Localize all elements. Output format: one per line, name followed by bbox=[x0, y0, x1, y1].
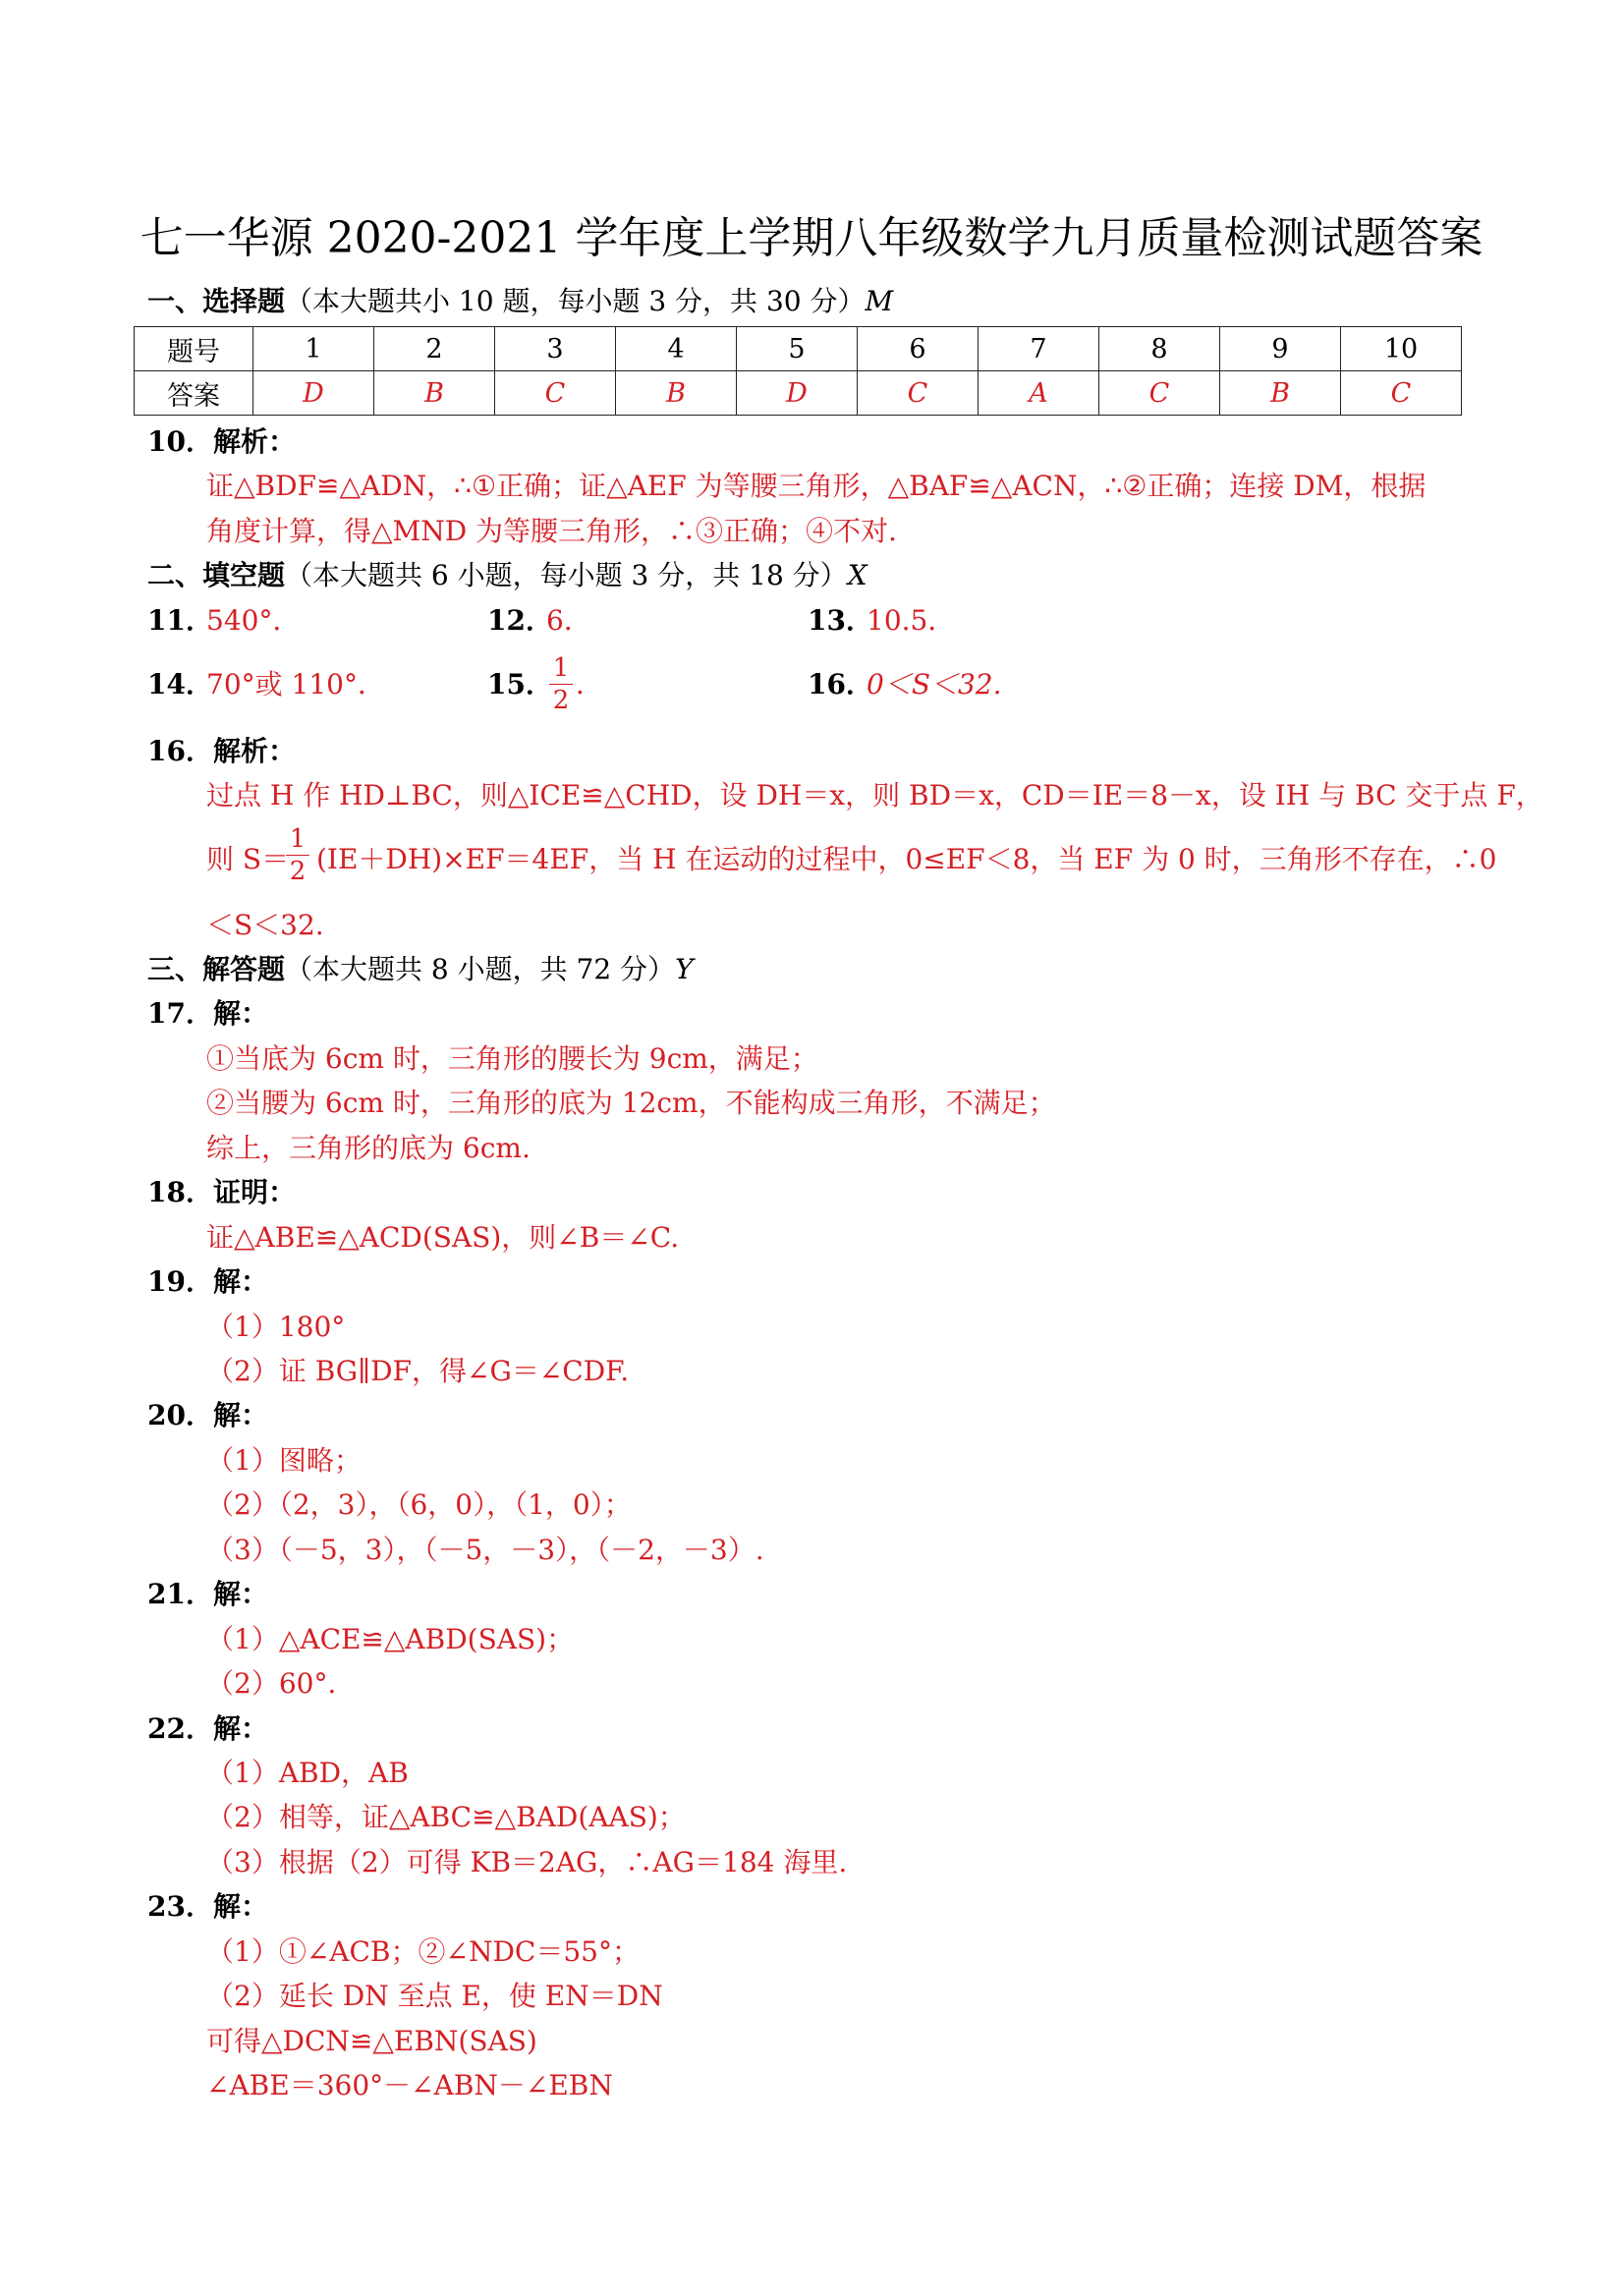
answer-text: 0＜S＜32. bbox=[867, 668, 1002, 700]
answer-cell: B bbox=[616, 371, 737, 416]
section-heading-label: 三、解答题 bbox=[147, 953, 286, 985]
question-number: 15． bbox=[487, 668, 553, 700]
table-header-cell: 题号 bbox=[135, 327, 253, 371]
fraction bbox=[548, 652, 574, 716]
answer-line: （1）①∠ACB；②∠NDC＝55°； bbox=[206, 1935, 640, 1968]
section-heading-solve bbox=[147, 950, 694, 989]
question-number: 18．证明： bbox=[147, 1176, 296, 1208]
answer-line: 则 S＝ bbox=[206, 843, 290, 875]
answer-cell: C bbox=[1099, 371, 1220, 416]
question-number: 14． bbox=[147, 668, 213, 700]
fraction-numerator: 1 bbox=[289, 824, 307, 854]
answer-line: （1）△ACE≌△ABD(SAS)； bbox=[206, 1623, 575, 1655]
question-number: 19．解： bbox=[147, 1265, 268, 1298]
answer-line: ①当底为 6cm 时，三角形的腰长为 9cm，满足； bbox=[206, 1042, 818, 1075]
answer-text: ． bbox=[576, 668, 604, 700]
answer-text: 6． bbox=[546, 604, 591, 637]
question-number-cell: 7 bbox=[979, 327, 1099, 371]
answer-line: （2）证 BG∥DF，得∠G＝∠CDF. bbox=[206, 1355, 630, 1387]
question-number-cell: 4 bbox=[616, 327, 737, 371]
question-number: 17．解： bbox=[147, 997, 268, 1030]
question-number-cell: 2 bbox=[374, 327, 495, 371]
answer-cell: C bbox=[495, 371, 616, 416]
question-number: 22．解： bbox=[147, 1712, 268, 1745]
answer-text: 70°或 110°． bbox=[206, 668, 385, 700]
question-number: 21．解： bbox=[147, 1578, 268, 1610]
question-number-cell: 3 bbox=[495, 327, 616, 371]
section-mark: X bbox=[847, 559, 867, 591]
answer-line: 角度计算，得△MND 为等腰三角形，∴③正确；④不对. bbox=[206, 515, 897, 547]
question-number: 12． bbox=[487, 604, 553, 637]
table-row bbox=[135, 371, 1462, 416]
question-number-cell: 10 bbox=[1341, 327, 1462, 371]
answer-line: （2）60°． bbox=[206, 1667, 356, 1700]
question-number-cell: 1 bbox=[253, 327, 374, 371]
answer-line: 过点 H 作 HD⊥BC，则△ICE≌△CHD，设 DH＝x，则 BD＝x，CD＝IE＝8－x，设 IH 与 BC 交于点 F， bbox=[206, 779, 1543, 812]
answer-line: （2）相等，证△ABC≌△BAD(AAS)； bbox=[206, 1801, 686, 1833]
question-number-cell: 6 bbox=[858, 327, 979, 371]
answer-text: 540°． bbox=[206, 604, 301, 637]
fraction-numerator: 1 bbox=[552, 653, 570, 683]
section-heading-note: （本大题共 6 小题，每小题 3 分，共 18 分） bbox=[285, 559, 848, 591]
answer-line: 证△ABE≌△ACD(SAS)，则∠B＝∠C. bbox=[206, 1221, 680, 1254]
question-number: 16．解析： bbox=[147, 735, 296, 767]
answer-line: ∠ABE＝360°－∠ABN－∠EBN bbox=[206, 2069, 613, 2101]
answer-line: （3）根据（2）可得 KB＝2AG，∴AG＝184 海里. bbox=[206, 1846, 848, 1878]
question-number: 20．解： bbox=[147, 1399, 268, 1431]
section-heading-note: （本大题共小 10 题，每小题 3 分，共 30 分） bbox=[285, 285, 866, 317]
section-heading-label: 二、填空题 bbox=[147, 559, 286, 591]
fraction-denominator: 2 bbox=[552, 686, 570, 715]
answer-line: （2）延长 DN 至点 E，使 EN＝DN bbox=[206, 1980, 663, 2012]
page-title: 七一华源 2020-2021 学年度上学期八年级数学九月质量检测试题答案 bbox=[140, 213, 1483, 263]
question-number: 13． bbox=[808, 604, 873, 637]
table-row bbox=[135, 327, 1462, 371]
question-number: 23．解： bbox=[147, 1890, 268, 1923]
section-heading-choice bbox=[147, 282, 893, 321]
answer-line: 综上，三角形的底为 6cm. bbox=[206, 1132, 531, 1164]
table-header-cell: 答案 bbox=[135, 371, 253, 416]
answer-line: （1）图略； bbox=[206, 1444, 362, 1477]
answer-line: （1）180° bbox=[206, 1311, 346, 1343]
question-number-cell: 5 bbox=[737, 327, 858, 371]
question-number: 10．解析： bbox=[147, 425, 296, 458]
section-heading-label: 一、选择题 bbox=[147, 285, 286, 317]
fraction bbox=[285, 823, 310, 887]
answer-cell: C bbox=[858, 371, 979, 416]
answer-cell: D bbox=[253, 371, 374, 416]
section-mark: Y bbox=[675, 953, 694, 985]
answer-line: （1）ABD，AB bbox=[206, 1757, 409, 1789]
question-number: 11． bbox=[147, 604, 213, 637]
answer-text: 10.5． bbox=[867, 604, 956, 637]
answer-cell: C bbox=[1341, 371, 1462, 416]
answer-cell: B bbox=[374, 371, 495, 416]
question-number-cell: 9 bbox=[1220, 327, 1341, 371]
answer-cell: A bbox=[979, 371, 1099, 416]
section-mark: M bbox=[865, 285, 894, 317]
answer-line: ＜S＜32. bbox=[206, 909, 324, 941]
question-number-cell: 8 bbox=[1099, 327, 1220, 371]
question-number: 16． bbox=[808, 668, 873, 700]
answer-line: (IE＋DH)×EF＝4EF，当 H 在运动的过程中，0≤EF＜8，当 EF 为 0 时，三角形不存在，∴0 bbox=[316, 843, 1497, 875]
answer-line: （3）（－5，3），（－5，－3），（－2，－3）. bbox=[206, 1534, 764, 1566]
answer-line: 可得△DCN≌△EBN(SAS) bbox=[206, 2025, 537, 2057]
section-heading-note: （本大题共 8 小题，共 72 分） bbox=[285, 953, 676, 985]
answer-line: 证△BDF≌△ADN，∴①正确；证△AEF 为等腰三角形，△BAF≌△ACN，∴②正确；连接 DM，根据 bbox=[206, 470, 1427, 502]
answer-cell: D bbox=[737, 371, 858, 416]
section-heading-fill bbox=[147, 556, 867, 595]
answer-line: （2）（2，3），（6，0），（1，0）； bbox=[206, 1488, 632, 1521]
answer-table bbox=[134, 326, 1462, 416]
answer-cell: B bbox=[1220, 371, 1341, 416]
answer-line: ②当腰为 6cm 时，三角形的底为 12cm，不能构成三角形，不满足； bbox=[206, 1087, 1056, 1119]
fraction-denominator: 2 bbox=[289, 857, 307, 886]
